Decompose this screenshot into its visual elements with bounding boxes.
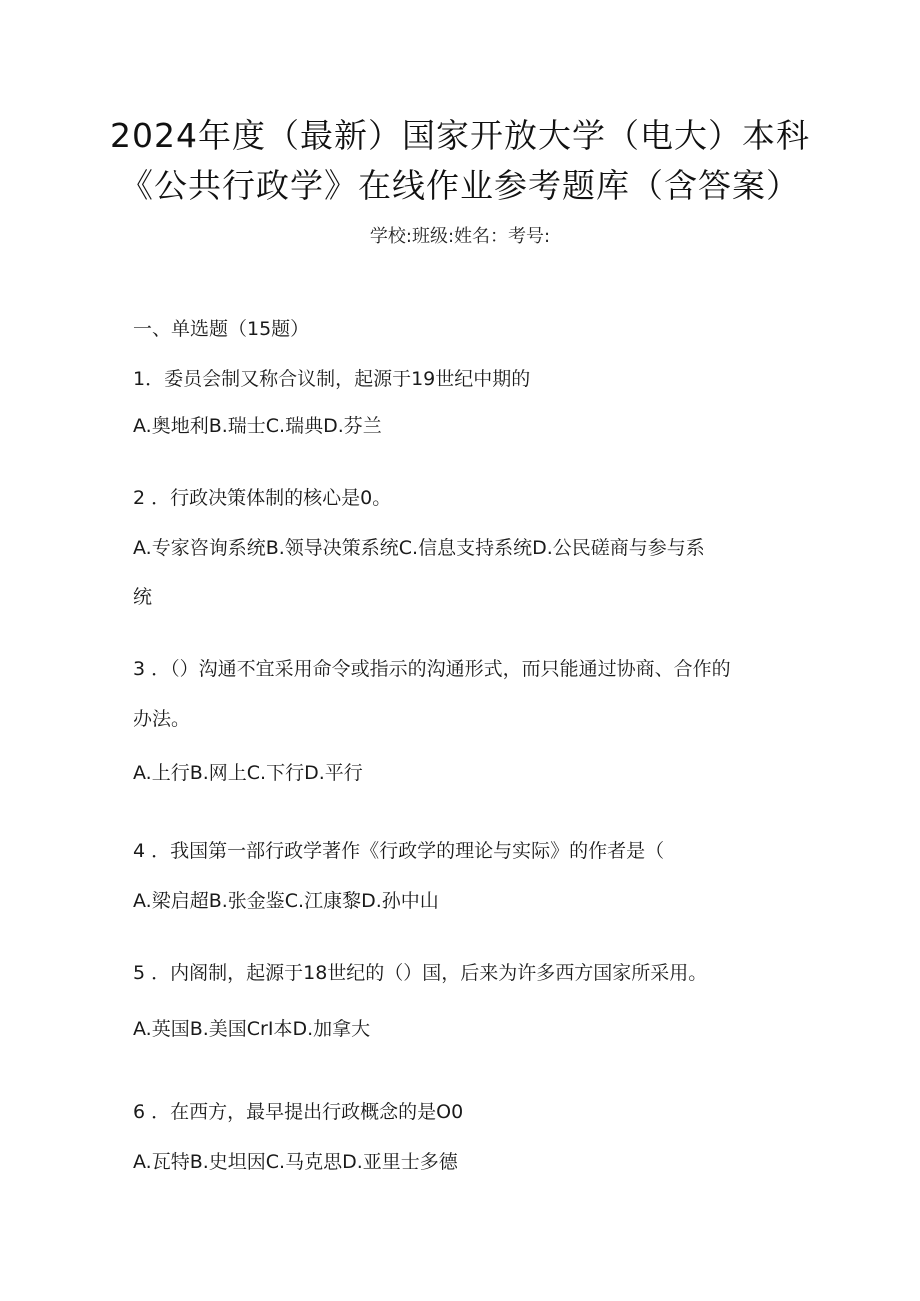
section-heading: 一、单选题（15题）: [133, 318, 310, 340]
document-title-line-1: 2024年度（最新）国家开放大学（电大）本科: [110, 116, 810, 155]
question-6-stem: 6 ．在西方，最早提出行政概念的是O0: [133, 1101, 464, 1123]
question-2-stem: 2 ．行政决策体制的核心是0。: [133, 487, 392, 509]
question-1-options: A.奥地利B.瑞士C.瑞典D.芬兰: [133, 415, 382, 437]
question-3-stem-line-2: 办法。: [133, 708, 191, 730]
question-2-options-line-2: 统: [133, 586, 153, 608]
question-2-options-line-1: A.专家咨询系统B.领导决策系统C.信息支持系统D.公民磋商与参与系: [133, 537, 705, 559]
student-info-line: 学校:班级:姓名：考号:: [369, 226, 551, 247]
question-5-options: A.英国B.美国CrI本D.加拿大: [133, 1018, 371, 1040]
question-4-stem: 4 ．我国第一部行政学著作《行政学的理论与实际》的作者是（: [133, 840, 665, 862]
question-3-options: A.上行B.网上C.下行D.平行: [133, 762, 363, 784]
document-title-line-2: 《公共行政学》在线作业参考题库（含答案）: [120, 166, 800, 205]
question-5-stem: 5 ．内阁制，起源于18世纪的（）国，后来为许多西方国家所采用。: [133, 962, 708, 984]
question-1-stem: 1．委员会制又称合议制，起源于19世纪中期的: [133, 368, 531, 390]
question-3-stem-line-1: 3 ．（）沟通不宜采用命令或指示的沟通形式，而只能通过协商、合作的: [133, 658, 731, 680]
question-6-options: A.瓦特B.史坦因C.马克思D.亚里士多德: [133, 1151, 458, 1173]
question-4-options: A.梁启超B.张金鉴C.江康黎D.孙中山: [133, 890, 439, 912]
